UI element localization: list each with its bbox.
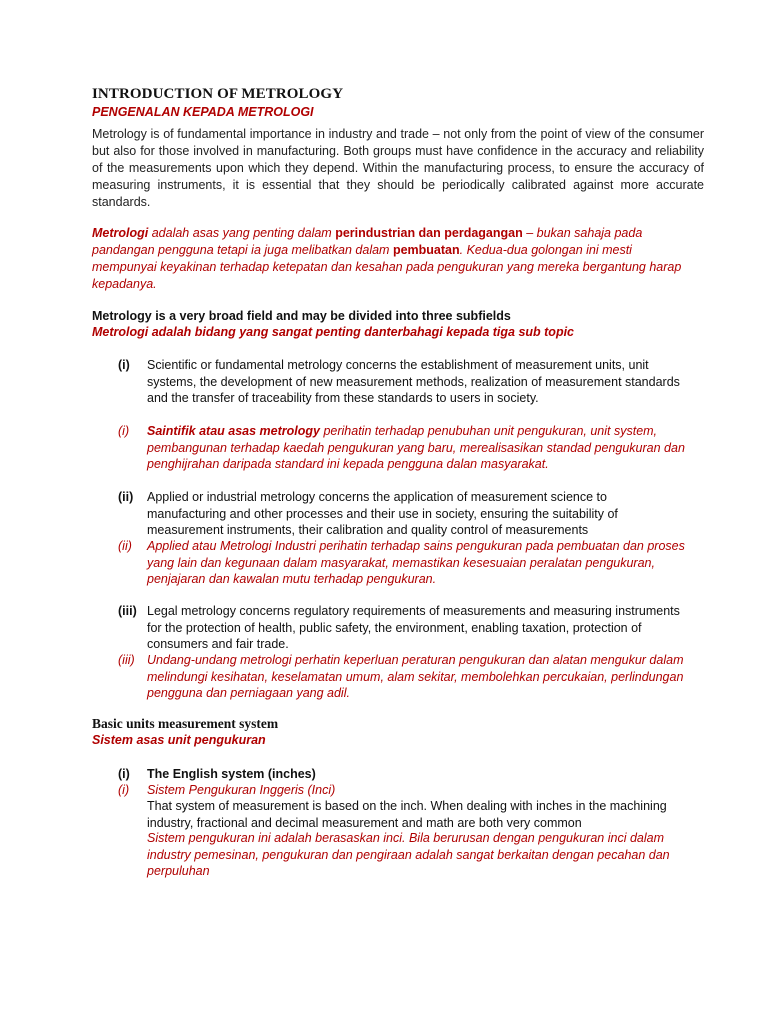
subfields-heading-en: Metrology is a very broad field and may be divided into three subfields (92, 309, 511, 323)
document-subtitle: PENGENALAN KEPADA METROLOGI (92, 105, 314, 119)
item-1-my-rest: perihatin terhadap penubuhan unit pengukuran, unit system, pembangunan terhadap kaedah pengukuran yang baru, merealisasikan standad pengukuran dan penghijrahan daripada standard ini kepada pengguna dalan masyarakat. (147, 424, 685, 471)
section-2-item-marker: (i) (118, 767, 130, 781)
item-1-my-bold: Saintifik atau asas metrology (147, 424, 320, 438)
document-title: INTRODUCTION OF METROLOGY (92, 86, 344, 102)
item-2-marker-my: (ii) (118, 539, 132, 553)
item-3-marker-my: (iii) (118, 653, 135, 667)
intro-my-text-2: – bukan sahaja pada pandangan pengguna tetapi ia juga melibatkan dalam (92, 226, 643, 257)
item-3-text-en: Legal metrology concerns regulatory requirements of measurements and measuring instruments for the protection of health, public safety, the environment, enabling taxation, protection of consumers and fair trade. (147, 604, 680, 651)
section-2-item-title: The English system (inches) (147, 767, 316, 781)
intro-my-text-1: adalah asas yang penting dalam (148, 226, 336, 240)
section-2-subheading: Sistem asas unit pengukuran (92, 733, 266, 747)
item-2-text-my: Applied atau Metrologi Industri perihatin terhadap sains pengukuran pada pembuatan dan proses yang lain dan kegunaan dalam masyarakat, memastikan kesesuaian peralatan pengukuran, penjajaran dan kawalan mutu terhadap pengukuran. (147, 539, 685, 586)
intro-paragraph-my (92, 225, 692, 293)
item-2-marker: (ii) (118, 490, 134, 504)
intro-my-bold-2: perindustrian dan perdagangan (335, 226, 523, 240)
section-2-item-text-my: Sistem pengukuran ini adalah berasaskan inci. Bila berurusan dengan pengukuran inci dalam industry pemesinan, pengukuran dan pengiraan adalah sangat berkaitan dengan pecahan dan perpuluhan (147, 831, 670, 878)
section-2-item-text-en: That system of measurement is based on the inch. When dealing with inches in the machining industry, fractional and decimal measurement and math are both very common (147, 799, 667, 830)
section-2-item-title-my: Sistem Pengukuran Inggeris (Inci) (147, 783, 336, 797)
item-2-text-en: Applied or industrial metrology concerns the application of measurement science to manufacturing and other processes and their use in society, ensuring the suitability of measurement instruments, their calibration and quality control of measurements (147, 490, 618, 537)
item-1-marker: (i) (118, 358, 130, 372)
item-1-marker-my: (i) (118, 424, 130, 438)
subfields-heading-my: Metrologi adalah bidang yang sangat penting danterbahagi kepada tiga sub topic (92, 325, 575, 339)
item-1-text-my (147, 423, 687, 473)
item-3-marker: (iii) (118, 604, 137, 618)
intro-paragraph-en: Metrology is of fundamental importance in industry and trade – not only from the point of view of the consumer but also for those involved in manufacturing. Both groups must have confidence in the accuracy and reliability of the measurements upon which they depend. Within the manufacturing process, to ensure the accuracy of measuring instruments, it is essential that they should be periodically calibrated against more accurate standards. (92, 127, 704, 209)
intro-my-bold-1: Metrologi (92, 226, 149, 240)
intro-my-bold-3: pembuatan (392, 243, 460, 257)
section-2-heading: Basic units measurement system (92, 716, 279, 731)
item-1-text-en: Scientific or fundamental metrology concerns the establishment of measurement units, unit systems, the development of new measurement methods, realization of measurement standards and the transfer of traceability from these standards to users in society. (147, 358, 680, 405)
section-2-item-marker-my: (i) (118, 783, 130, 797)
intro-my-text-3: . Kedua-dua golongan ini mesti mempunyai keyakinan terhadap ketepatan dan kesahan pada pengukuran yang mereka bergantung harap kepadanya. (92, 243, 682, 291)
item-3-text-my: Undang-undang metrologi perhatin keperluan peraturan pengukuran dan alatan mengukur dalam melindungi kesihatan, keselamatan umum, alam sekitar, membolehkan percukaian, perlindungan pengguna dan perniagaan yang adil. (147, 653, 684, 700)
